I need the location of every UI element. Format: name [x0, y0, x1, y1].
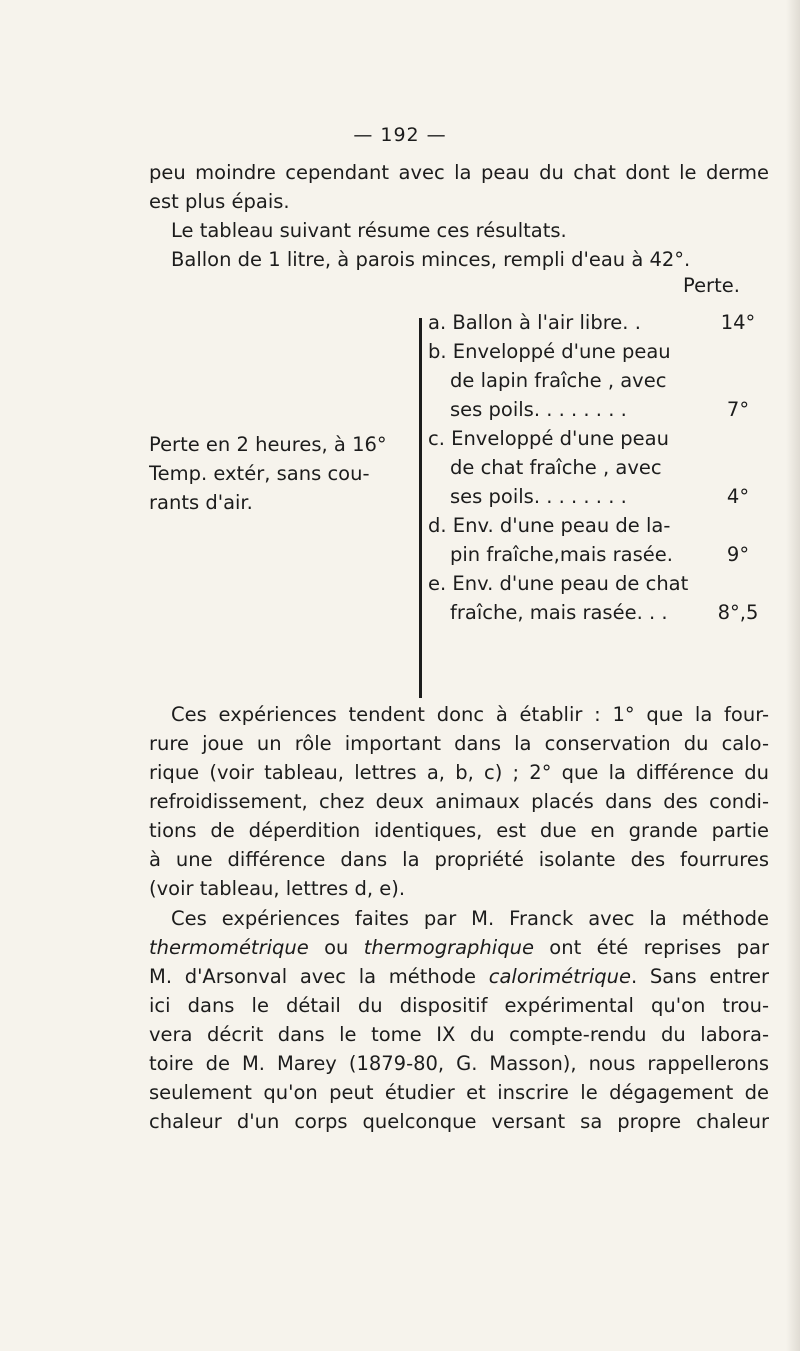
- row-text: e. Env. d'une peau de chat: [428, 572, 689, 595]
- row-text: fraîche, mais rasée. . .: [450, 601, 668, 624]
- text-line: à une différence dans la propriété isolante des fourrures: [149, 848, 769, 871]
- row-text: de chat fraîche , avec: [450, 456, 662, 479]
- text-span: M. d'Arsonval avec la méthode: [149, 965, 489, 988]
- intro-paragraph: [149, 158, 769, 274]
- row-text: ses poils. . . . . . . .: [450, 398, 627, 421]
- table-row: [428, 366, 768, 395]
- table-row: [428, 308, 768, 337]
- text-line: [149, 933, 769, 962]
- table-row: [428, 598, 768, 627]
- row-text: a. Ballon à l'air libre. .: [428, 311, 641, 334]
- row-text: d. Env. d'une peau de la-: [428, 514, 671, 537]
- table-brace: [419, 318, 428, 698]
- text-line: chaleur d'un corps quelconque versant sa propre chaleur: [149, 1110, 769, 1133]
- row-value: 9°: [726, 543, 750, 566]
- text-span: ou: [308, 936, 364, 959]
- table-left-label: [149, 430, 417, 517]
- text-span: . Sans entrer: [631, 965, 769, 988]
- label-line: Temp. extér, sans cou-: [149, 462, 370, 485]
- row-value: 7°: [726, 398, 750, 421]
- page-number: — 192 —: [353, 124, 447, 146]
- text-line: vera décrit dans le tome IX du compte-rendu du labora-: [149, 1023, 769, 1046]
- row-value: 8°,5: [717, 601, 759, 624]
- italic-term: calorimétrique: [488, 965, 631, 988]
- text-line: Ces expériences faites par M. Franck avec la méthode: [171, 907, 769, 930]
- italic-term: thermographique: [363, 936, 534, 959]
- text-line: est plus épais.: [149, 190, 290, 213]
- text-line: (voir tableau, lettres d, e).: [149, 877, 406, 900]
- label-line: Perte en 2 heures, à 16°: [149, 433, 387, 456]
- table-row: [428, 337, 768, 366]
- method-paragraph: [149, 904, 769, 1136]
- page-edge-shadow: [786, 0, 800, 1351]
- text-line: Ces expériences tendent donc à établir : 1° que la four-: [171, 703, 769, 726]
- table-row: [428, 453, 768, 482]
- text-line: refroidissement, chez deux animaux placés dans des condi-: [149, 790, 769, 813]
- row-text: pin fraîche,mais rasée.: [450, 543, 673, 566]
- table-row: [428, 569, 768, 598]
- text-line: Le tableau suivant résume ces résultats.: [171, 219, 567, 242]
- text-line: [149, 962, 769, 991]
- table-row: [428, 540, 768, 569]
- text-line: ici dans le détail du dispositif expérimental qu'on trou-: [149, 994, 769, 1017]
- row-value: 14°: [720, 311, 756, 334]
- text-span: ont été reprises par: [533, 936, 769, 959]
- table-row: [428, 482, 768, 511]
- row-value: 4°: [726, 485, 750, 508]
- text-line: peu moindre cependant avec la peau du chat dont le derme: [149, 161, 769, 184]
- table-row: [428, 424, 768, 453]
- text-line: rure joue un rôle important dans la conservation du calo-: [149, 732, 769, 755]
- row-text: ses poils. . . . . . . .: [450, 485, 627, 508]
- results-table: [428, 308, 768, 627]
- text-line: toire de M. Marey (1879-80, G. Masson), nous rappellerons: [149, 1052, 769, 1075]
- row-text: b. Enveloppé d'une peau: [428, 340, 671, 363]
- italic-term: thermométrique: [149, 936, 309, 959]
- text-line: seulement qu'on peut étudier et inscrire le dégagement de: [149, 1081, 769, 1104]
- label-line: rants d'air.: [149, 491, 253, 514]
- row-text: c. Enveloppé d'une peau: [428, 427, 669, 450]
- table-row: [428, 395, 768, 424]
- conclusion-paragraph: [149, 700, 769, 903]
- table-row: [428, 511, 768, 540]
- text-line: tions de déperdition identiques, est due en grande partie: [149, 819, 769, 842]
- row-text: de lapin fraîche , avec: [450, 369, 667, 392]
- table-column-header: Perte.: [683, 274, 740, 297]
- text-line: rique (voir tableau, lettres a, b, c) ; 2° que la différence du: [149, 761, 769, 784]
- text-line: Ballon de 1 litre, à parois minces, rempli d'eau à 42°.: [171, 248, 691, 271]
